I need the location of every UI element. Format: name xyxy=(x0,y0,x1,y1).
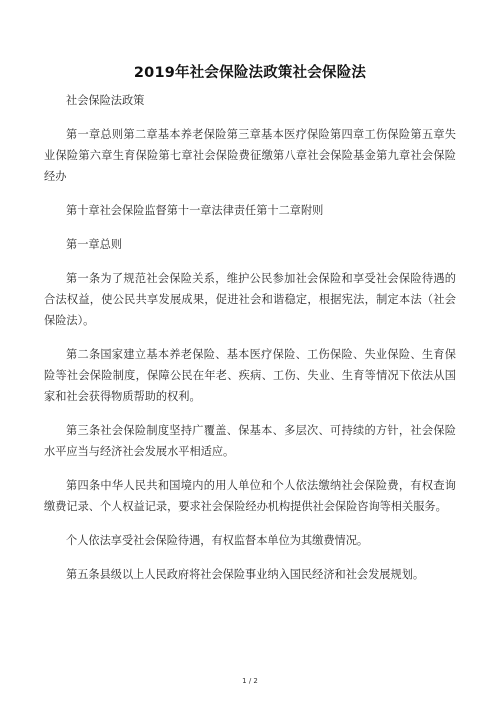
document-body xyxy=(44,90,456,598)
article-5: 第五条县级以上人民政府将社会保险事业纳入国民经济和社会发展规划。 xyxy=(66,568,425,581)
document-title: 2019年社会保险法政策社会保险法 xyxy=(133,65,367,81)
article-4-clause: 个人依法享受社会保险待遇，有权监督本单位为其缴费情况。 xyxy=(66,534,369,547)
chapter-heading: 第一章总则 xyxy=(66,238,122,251)
page-number: 1 / 2 xyxy=(242,677,258,685)
article-4: 第四条中华人民共和国境内的用人单位和个人依法缴纳社会保险费，有权查询缴费记录、个人权益记录，要求社会保险经办机构提供社会保险咨询等相关服务。 xyxy=(44,479,456,513)
paragraph-chapter-list-continued: 第十章社会保险监督第十一章法律责任第十二章附则 xyxy=(66,204,324,217)
paragraph-chapter-list: 第一章总则第二章基本养老保险第三章基本医疗保险第四章工伤保险第五章失业保险第六章生育保险第七章社会保险费征缴第八章社会保险基金第九章社会保险经办 xyxy=(44,128,456,183)
article-2: 第二条国家建立基本养老保险、基本医疗保险、工伤保险、失业保险、生育保险等社会保险制度，保障公民在年老、疾病、工伤、失业、生育等情况下依法从国家和社会获得物质帮助的权利。 xyxy=(44,348,456,403)
paragraph-policy-heading: 社会保险法政策 xyxy=(66,94,145,107)
article-1: 第一条为了规范社会保险关系，维护公民参加社会保险和享受社会保险待遇的合法权益，使公民共享发展成果，促进社会和谐稳定，根据宪法，制定本法（社会保险法）。 xyxy=(44,272,456,327)
article-3: 第三条社会保险制度坚持广覆盖、保基本、多层次、可持续的方针，社会保险水平应当与经济社会发展水平相适应。 xyxy=(44,424,456,458)
